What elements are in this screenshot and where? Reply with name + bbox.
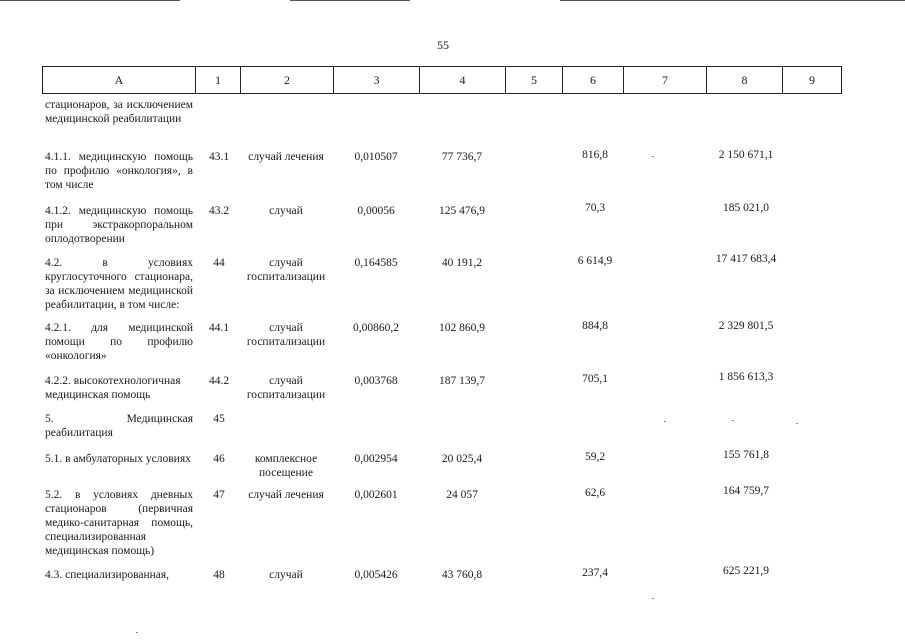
row-col8: 17 417 683,4 bbox=[715, 253, 777, 265]
header-cell-3: 3 bbox=[333, 67, 419, 93]
row-col4: 187 139,7 bbox=[439, 375, 485, 387]
scan-speck bbox=[796, 423, 798, 424]
scan-edge-line bbox=[0, 0, 180, 1]
row-code: 44 bbox=[213, 257, 225, 269]
row-description: 5. Медицинская реабилитация bbox=[45, 413, 193, 439]
header-cell-9: 9 bbox=[782, 67, 842, 93]
row-code: 44.1 bbox=[208, 322, 230, 334]
row-code: 48 bbox=[213, 569, 225, 581]
row-col8: 185 021,0 bbox=[723, 202, 769, 214]
row-col6: 816,8 bbox=[582, 149, 608, 161]
row-description: 4.1.2. медицинскую помощь при экстракорпоральном оплодотворении bbox=[45, 205, 193, 245]
row-col4: 40 191,2 bbox=[441, 257, 483, 269]
row-unit: случай bbox=[269, 569, 303, 581]
header-cell-6: 6 bbox=[562, 67, 623, 93]
row-description: 4.3. специализированная, bbox=[45, 569, 170, 581]
scan-speck bbox=[652, 156, 654, 157]
row-col8: 2 150 671,1 bbox=[718, 149, 774, 161]
header-cell-1: 1 bbox=[195, 67, 240, 93]
row-code: 46 bbox=[213, 453, 225, 465]
row-col8: 164 759,7 bbox=[723, 485, 769, 497]
row-col3: 0,010507 bbox=[354, 151, 398, 163]
row-description: 5.2. в условиях дневных стационаров (первичная медико-санитарная помощь, специализированная медицинская помощь) bbox=[45, 489, 193, 557]
table-header bbox=[42, 66, 842, 94]
row-description: 4.2. в условиях круглосуточного стационара, за исключением медицинской реабилитации, в том числе: bbox=[45, 257, 193, 311]
row-description: 4.1.1. медицинскую помощь по профилю «онкология», в том числе bbox=[45, 151, 193, 191]
row-col4: 43 760,8 bbox=[441, 569, 483, 581]
row-col3: 0,00056 bbox=[357, 205, 395, 217]
row-unit: случай госпитализации bbox=[246, 322, 326, 348]
scan-edge-line bbox=[560, 0, 905, 1]
row-code: 43.2 bbox=[208, 205, 230, 217]
row-col4: 125 476,9 bbox=[439, 205, 485, 217]
row-code: 44.2 bbox=[208, 375, 230, 387]
row-col6: 59,2 bbox=[584, 451, 606, 463]
header-cell-5: 5 bbox=[505, 67, 562, 93]
row-col3: 0,00860,2 bbox=[353, 322, 399, 334]
row-col4: 102 860,9 bbox=[439, 322, 485, 334]
row-unit: случай лечения bbox=[248, 151, 324, 163]
header-cell-7: 7 bbox=[623, 67, 706, 93]
row-description: стационаров, за исключением медицинской реабилитации bbox=[45, 99, 193, 125]
page-number: 55 bbox=[437, 38, 449, 52]
row-col6: 884,8 bbox=[582, 320, 608, 332]
row-unit: комплексное посещение bbox=[254, 453, 318, 479]
row-col6: 62,6 bbox=[584, 487, 606, 499]
row-description: 4.2.2. высокотехнологичная медицинская помощь bbox=[45, 375, 181, 401]
row-col4: 20 025,4 bbox=[441, 453, 483, 465]
row-code: 47 bbox=[213, 489, 225, 501]
row-col6: 70,3 bbox=[584, 202, 606, 214]
row-col6: 6 614,9 bbox=[577, 255, 613, 267]
row-unit: случай госпитализации bbox=[246, 257, 326, 283]
row-col4: 24 057 bbox=[446, 489, 478, 501]
row-unit: случай госпитализации bbox=[246, 375, 326, 401]
header-cell-2: 2 bbox=[240, 67, 333, 93]
row-col3: 0,002601 bbox=[354, 489, 398, 501]
header-cell-a: A bbox=[42, 67, 195, 93]
row-code: 43.1 bbox=[208, 151, 230, 163]
scan-speck bbox=[136, 632, 138, 633]
row-col3: 0,005426 bbox=[354, 569, 398, 581]
header-cell-4: 4 bbox=[419, 67, 505, 93]
row-description: 5.1. в амбулаторных условиях bbox=[45, 453, 191, 465]
row-col6: 705,1 bbox=[582, 373, 608, 385]
row-col8: 155 761,8 bbox=[723, 449, 769, 461]
row-col4: 77 736,7 bbox=[441, 151, 483, 163]
header-cell-8: 8 bbox=[706, 67, 782, 93]
scan-speck bbox=[732, 420, 734, 421]
row-col8: 1 856 613,3 bbox=[718, 371, 774, 383]
row-col8: 625 221,9 bbox=[723, 565, 769, 577]
row-col3: 0,164585 bbox=[354, 257, 398, 269]
scan-speck bbox=[664, 421, 666, 422]
row-code: 45 bbox=[213, 413, 225, 425]
row-col6: 237,4 bbox=[582, 567, 608, 579]
scan-edge-line bbox=[290, 0, 410, 1]
row-col8: 2 329 801,5 bbox=[718, 320, 774, 332]
row-unit: случай лечения bbox=[248, 489, 324, 501]
row-unit: случай bbox=[269, 205, 303, 217]
row-col3: 0,002954 bbox=[354, 453, 398, 465]
row-description: 4.2.1. для медицинской помощи по профилю «онкология» bbox=[45, 322, 193, 362]
row-col3: 0,003768 bbox=[354, 375, 398, 387]
scan-speck bbox=[652, 598, 654, 599]
